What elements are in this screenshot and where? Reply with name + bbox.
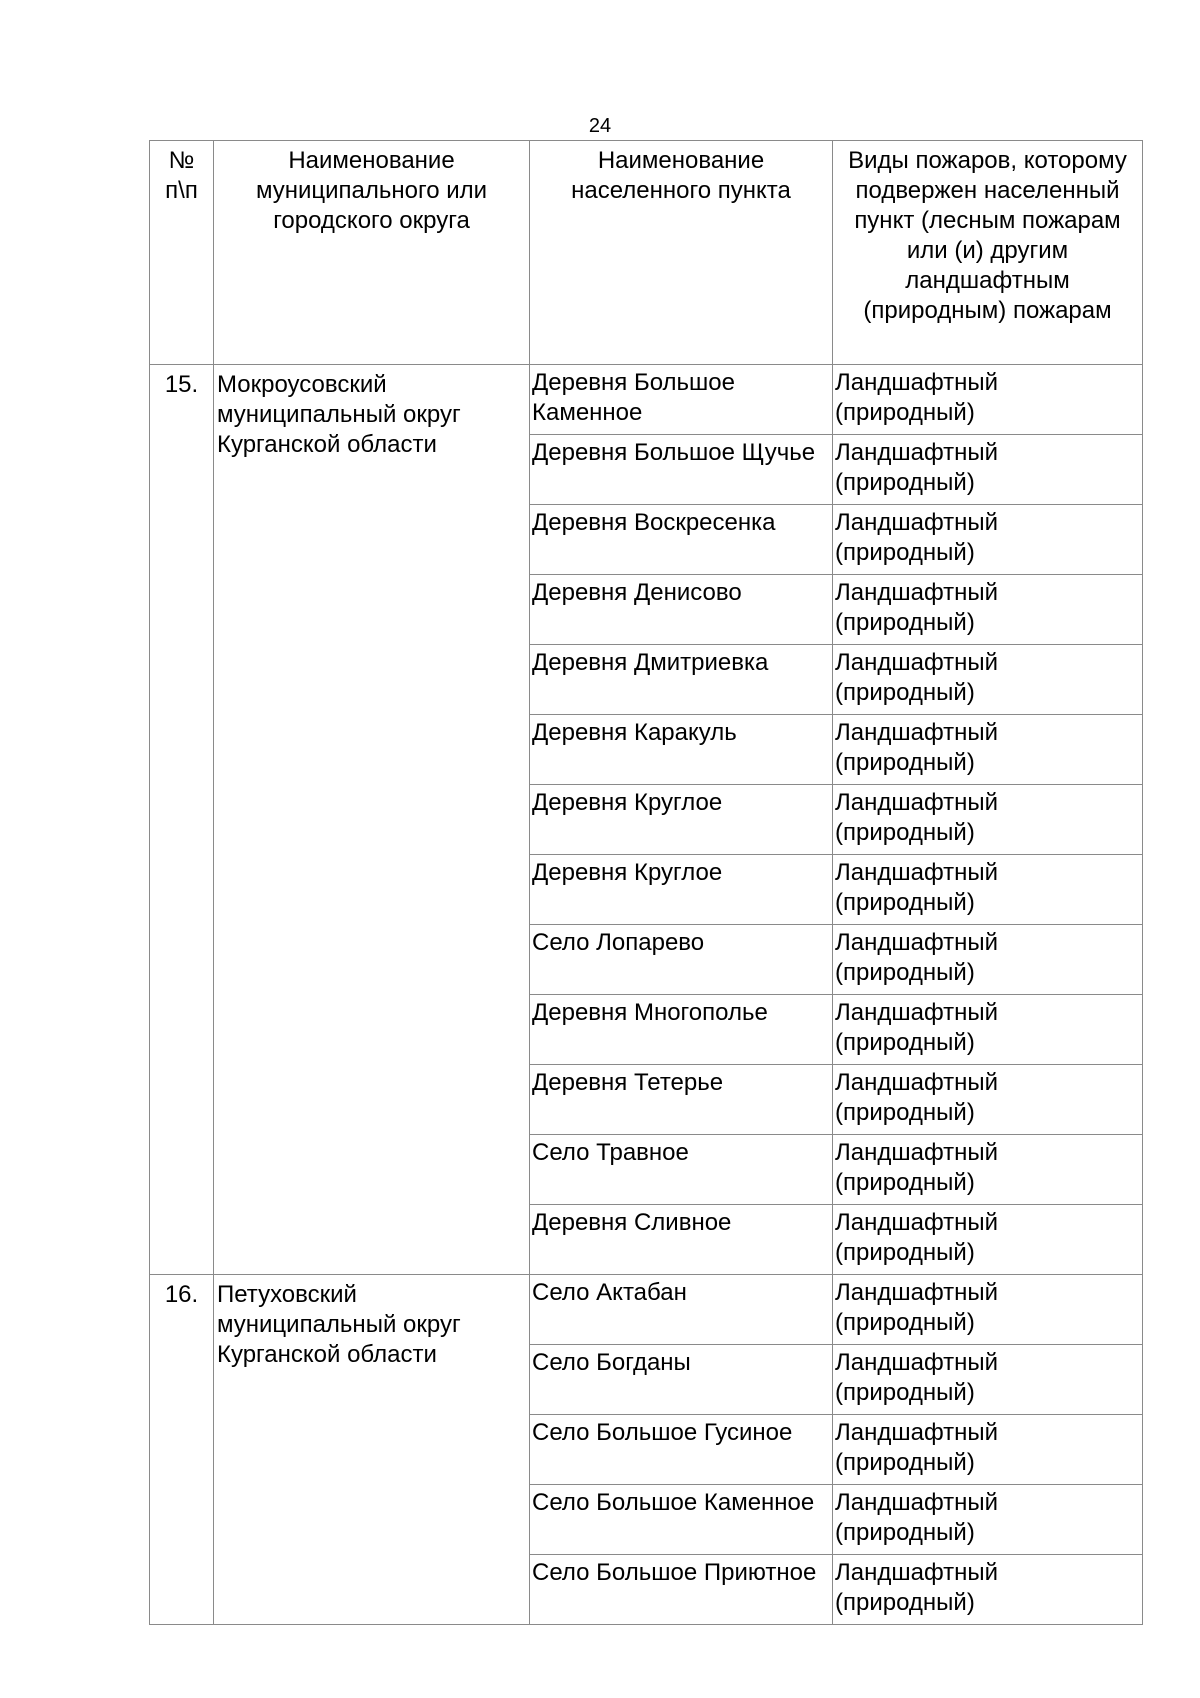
fire-type: Ландшафтный (природный) bbox=[833, 1205, 1143, 1275]
settlement-name: Село Большое Гусиное bbox=[530, 1415, 833, 1485]
settlements-fire-table bbox=[149, 140, 1143, 1625]
header-num: № п\п bbox=[150, 141, 214, 365]
settlement-name: Село Актабан bbox=[530, 1275, 833, 1345]
settlement-name: Деревня Каракуль bbox=[530, 715, 833, 785]
fire-type: Ландшафтный (природный) bbox=[833, 575, 1143, 645]
fire-type: Ландшафтный (природный) bbox=[833, 365, 1143, 435]
header-settlement: Наименование населенного пункта bbox=[530, 141, 833, 365]
settlement-name: Деревня Многополье bbox=[530, 995, 833, 1065]
settlement-name: Село Большое Каменное bbox=[530, 1485, 833, 1555]
settlement-name: Деревня Круглое bbox=[530, 785, 833, 855]
fire-type: Ландшафтный (природный) bbox=[833, 1345, 1143, 1415]
fire-type: Ландшафтный (природный) bbox=[833, 505, 1143, 575]
fire-type: Ландшафтный (природный) bbox=[833, 855, 1143, 925]
settlement-name: Деревня Воскресенка bbox=[530, 505, 833, 575]
fire-type: Ландшафтный (природный) bbox=[833, 925, 1143, 995]
header-district: Наименование муниципального или городского округа bbox=[214, 141, 530, 365]
fire-type: Ландшафтный (природный) bbox=[833, 1415, 1143, 1485]
fire-type: Ландшафтный (природный) bbox=[833, 1135, 1143, 1205]
fire-type: Ландшафтный (природный) bbox=[833, 1555, 1143, 1625]
settlement-name: Село Богданы bbox=[530, 1345, 833, 1415]
district-name: Петуховский муниципальный округ Курганской области bbox=[214, 1275, 530, 1625]
row-number: 16. bbox=[150, 1275, 214, 1625]
settlement-name: Деревня Денисово bbox=[530, 575, 833, 645]
fire-type: Ландшафтный (природный) bbox=[833, 785, 1143, 855]
page-number: 24 bbox=[588, 115, 612, 137]
table-row bbox=[150, 1275, 1143, 1345]
settlement-name: Село Травное bbox=[530, 1135, 833, 1205]
row-number: 15. bbox=[150, 365, 214, 1275]
settlement-name: Село Лопарево bbox=[530, 925, 833, 995]
settlement-name: Деревня Большое Каменное bbox=[530, 365, 833, 435]
fire-type: Ландшафтный (природный) bbox=[833, 1485, 1143, 1555]
settlement-name: Деревня Тетерье bbox=[530, 1065, 833, 1135]
table-body bbox=[150, 141, 1143, 1625]
fire-type: Ландшафтный (природный) bbox=[833, 715, 1143, 785]
settlement-name: Деревня Круглое bbox=[530, 855, 833, 925]
settlement-name: Деревня Большое Щучье bbox=[530, 435, 833, 505]
settlement-name: Деревня Дмитриевка bbox=[530, 645, 833, 715]
header-fire-type: Виды пожаров, которому подвержен населенный пункт (лесным пожарам или (и) другим ландшафтным (природным) пожарам bbox=[833, 141, 1143, 365]
fire-type: Ландшафтный (природный) bbox=[833, 645, 1143, 715]
fire-type: Ландшафтный (природный) bbox=[833, 1065, 1143, 1135]
fire-type: Ландшафтный (природный) bbox=[833, 1275, 1143, 1345]
fire-type: Ландшафтный (природный) bbox=[833, 435, 1143, 505]
table-header-row bbox=[150, 141, 1143, 365]
fire-type: Ландшафтный (природный) bbox=[833, 995, 1143, 1065]
table-row bbox=[150, 365, 1143, 435]
settlement-name: Село Большое Приютное bbox=[530, 1555, 833, 1625]
settlement-name: Деревня Сливное bbox=[530, 1205, 833, 1275]
district-name: Мокроусовский муниципальный округ Курганской области bbox=[214, 365, 530, 1275]
